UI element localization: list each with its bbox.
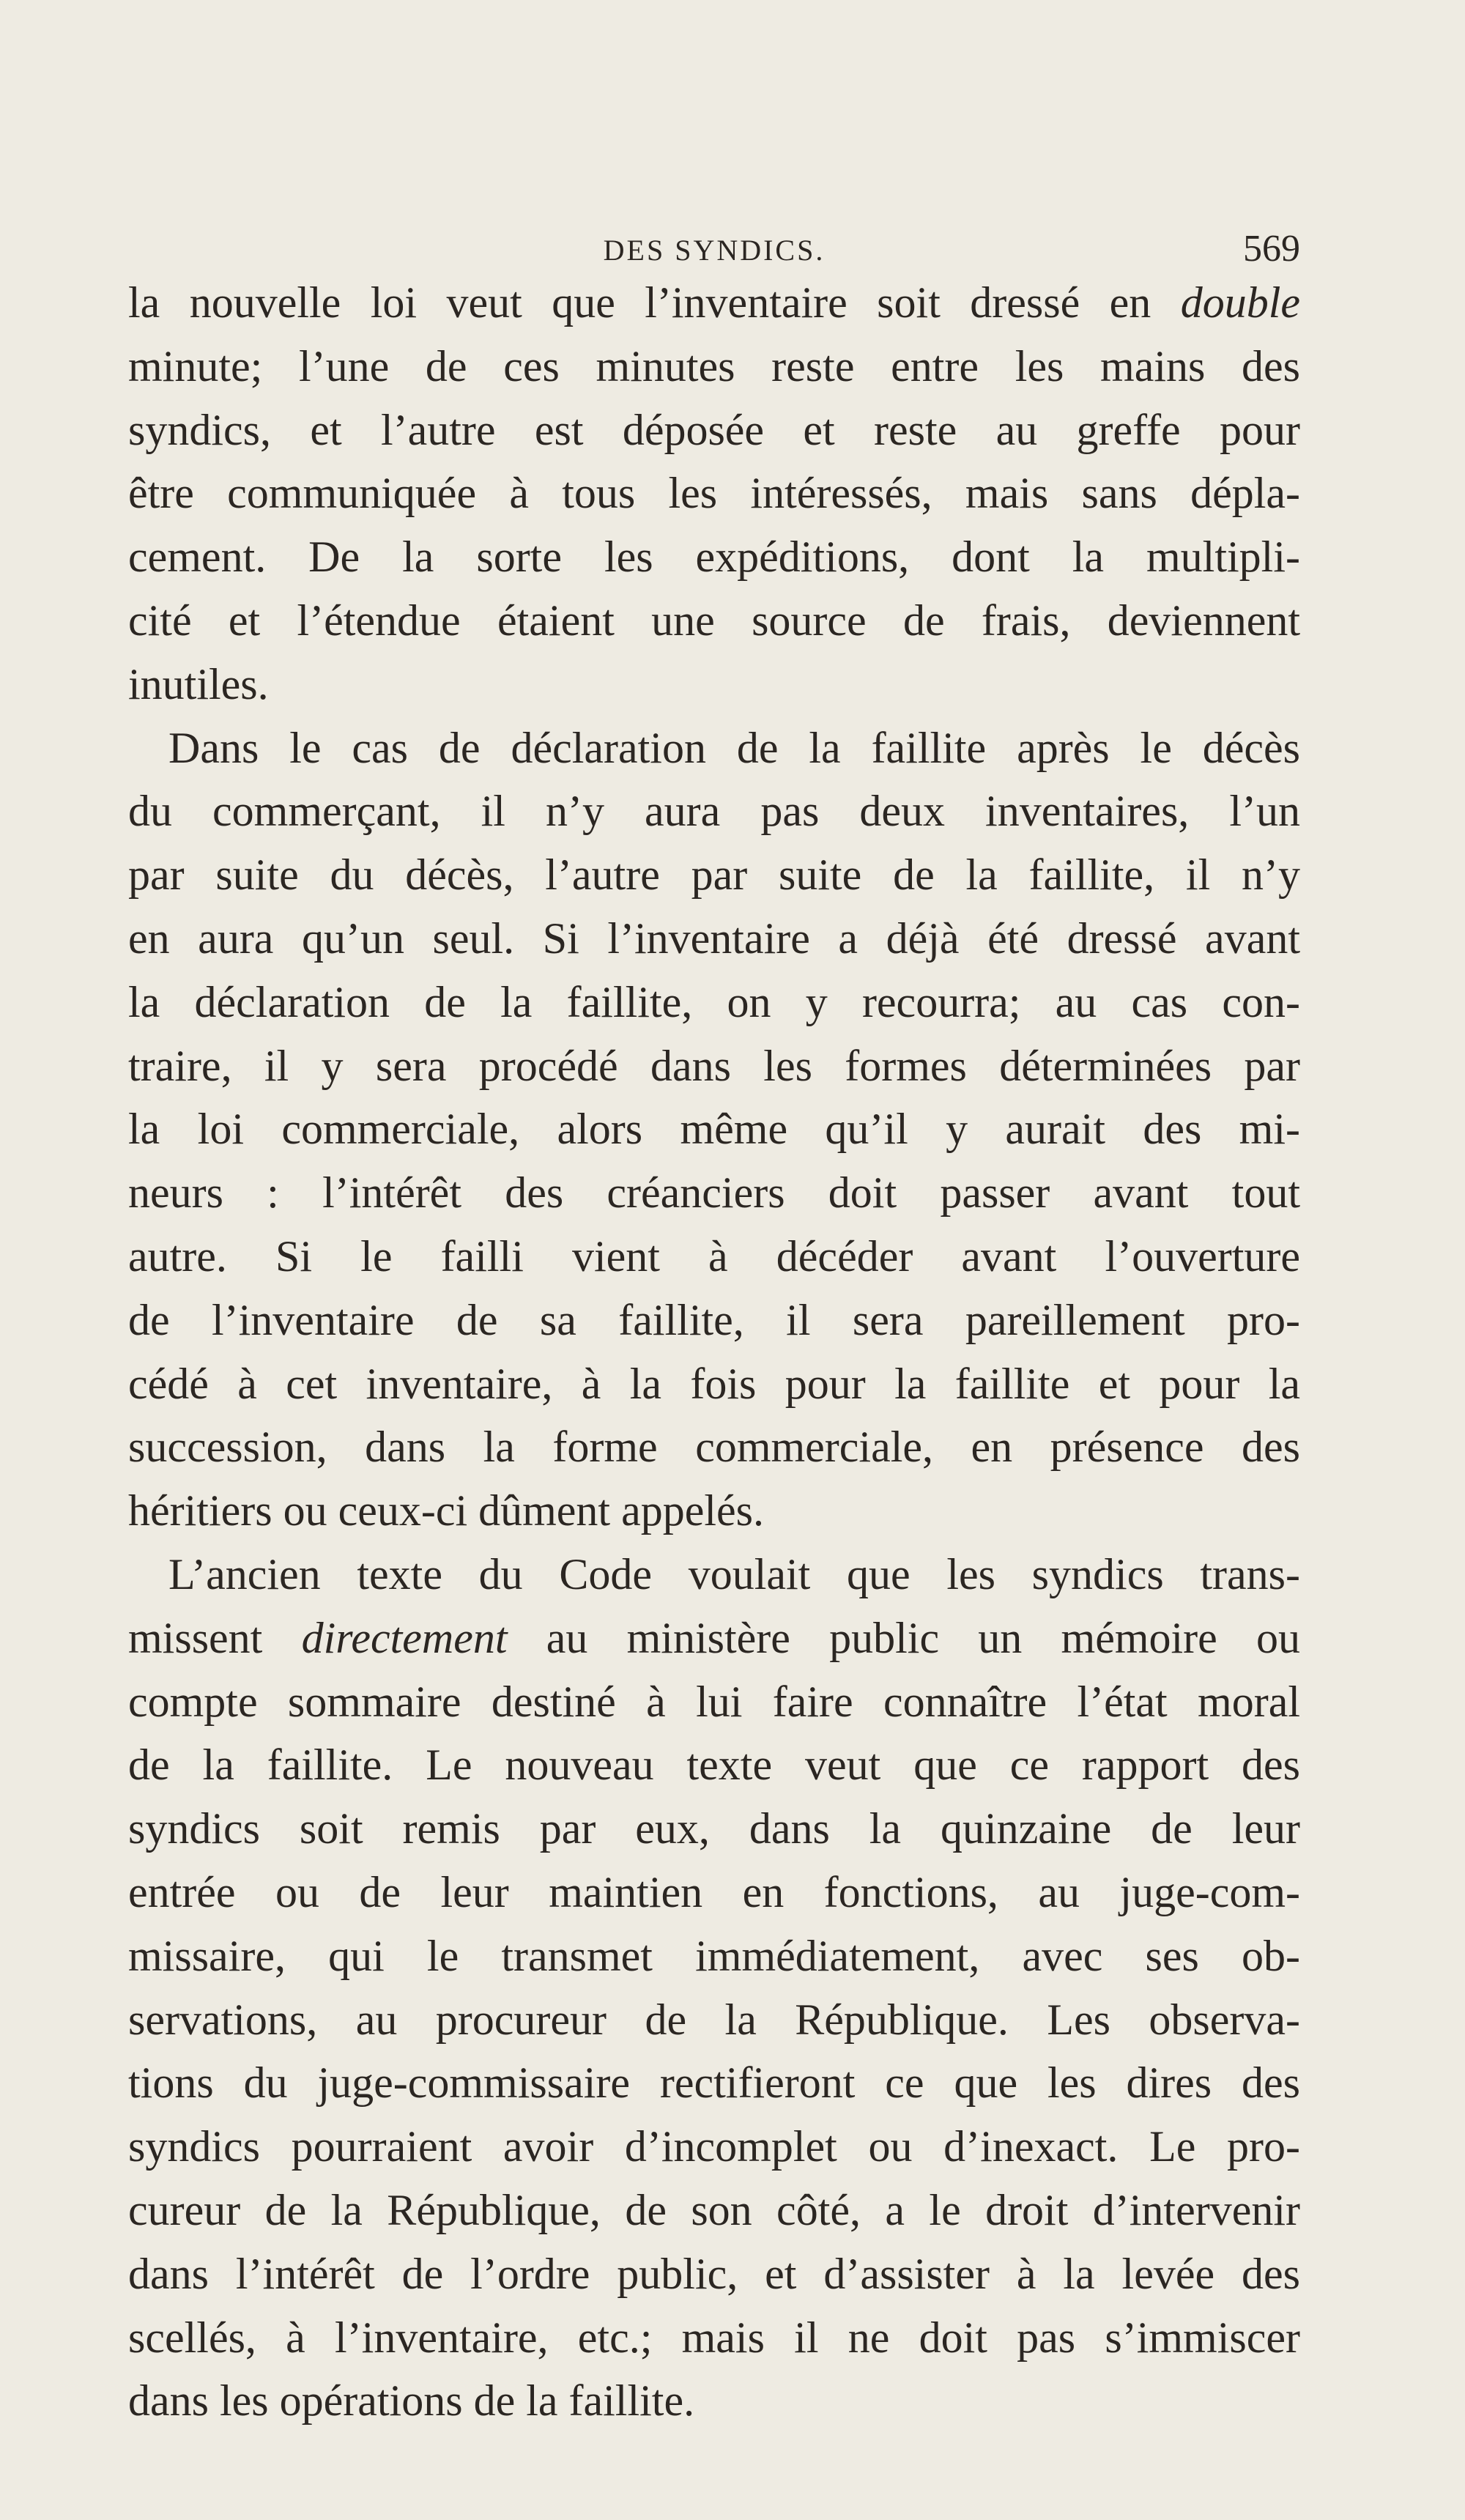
text-line: autre. Si le failli vient à décéder avant l’ouverture bbox=[128, 1231, 1300, 1281]
text-line: tions du juge-commissaire rectifieront ce que les dires des bbox=[128, 2058, 1300, 2108]
text-line: être communiquée à tous les intéressés, mais sans dépla- bbox=[128, 469, 1300, 518]
text-line: la déclaration de la faillite, on y recourra; au cas con- bbox=[128, 977, 1300, 1026]
text-line bbox=[128, 271, 1300, 335]
text-line: neurs : l’intérêt des créanciers doit passer avant tout bbox=[128, 1168, 1300, 1218]
text-line: succession, dans la forme commerciale, en présence des bbox=[128, 1423, 1300, 1472]
text-line: entrée ou de leur maintien en fonctions, au juge-com- bbox=[128, 1867, 1300, 1916]
text-segment: au ministère public un mémoire ou bbox=[507, 1613, 1300, 1662]
text-line: la loi commerciale, alors même qu’il y aurait des mi- bbox=[128, 1105, 1300, 1154]
text-line: cement. De la sorte les expéditions, dont la multipli- bbox=[128, 533, 1300, 582]
text-line: inutiles. bbox=[128, 659, 269, 708]
text-line: cédé à cet inventaire, à la fois pour la faillite et pour la bbox=[128, 1359, 1300, 1408]
text-line: dans l’intérêt de l’ordre public, et d’assister à la levée des bbox=[128, 2249, 1300, 2298]
text-line: traire, il y sera procédé dans les formes déterminées par bbox=[128, 1041, 1300, 1090]
body-text bbox=[128, 271, 1300, 2433]
text-line: L’ancien texte du Code voulait que les syndics trans- bbox=[168, 1549, 1300, 1598]
text-line: en aura qu’un seul. Si l’inventaire a déjà été dressé avant bbox=[128, 914, 1300, 963]
text-line: syndics soit remis par eux, dans la quinzaine de leur bbox=[128, 1804, 1300, 1853]
text-line: syndics, et l’autre est déposée et reste au greffe pour bbox=[128, 405, 1300, 454]
text-line: cité et l’étendue étaient une source de frais, deviennent bbox=[128, 596, 1300, 645]
text-line: minute; l’une de ces minutes reste entre les mains des bbox=[128, 341, 1300, 390]
page-number: 569 bbox=[1243, 228, 1300, 270]
text-line: héritiers ou ceux-ci dûment appelés. bbox=[128, 1486, 765, 1535]
page-header bbox=[128, 227, 1300, 271]
text-segment: la nouvelle loi veut que l’inventaire soit dressé en bbox=[128, 278, 1181, 327]
text-line: scellés, à l’inventaire, etc.; mais il ne doit pas s’immiscer bbox=[128, 2313, 1300, 2362]
text-line: par suite du décès, l’autre par suite de la faillite, il n’y bbox=[128, 850, 1300, 900]
italic-text: directement bbox=[301, 1613, 508, 1662]
text-line: compte sommaire destiné à lui faire connaître l’état moral bbox=[128, 1677, 1300, 1726]
text-line: Dans le cas de déclaration de la faillite après le décès bbox=[168, 723, 1300, 772]
text-line bbox=[128, 1606, 1300, 1670]
text-line: servations, au procureur de la République. Les observa- bbox=[128, 1995, 1300, 2044]
running-title: DES SYNDICS. bbox=[603, 234, 826, 267]
text-line: syndics pourraient avoir d’incomplet ou d’inexact. Le pro- bbox=[128, 2122, 1300, 2171]
text-line: de la faillite. Le nouveau texte veut que ce rapport des bbox=[128, 1741, 1300, 1790]
text-segment: missent bbox=[128, 1613, 302, 1662]
text-line: du commerçant, il n’y aura pas deux inventaires, l’un bbox=[128, 787, 1300, 836]
text-line: missaire, qui le transmet immédiatement, avec ses ob- bbox=[128, 1931, 1300, 1980]
text-line: dans les opérations de la faillite. bbox=[128, 2376, 695, 2426]
text-line: cureur de la République, de son côté, a le droit d’intervenir bbox=[128, 2185, 1300, 2234]
text-line: de l’inventaire de sa faillite, il sera pareillement pro- bbox=[128, 1295, 1300, 1344]
italic-text: double bbox=[1180, 278, 1300, 327]
